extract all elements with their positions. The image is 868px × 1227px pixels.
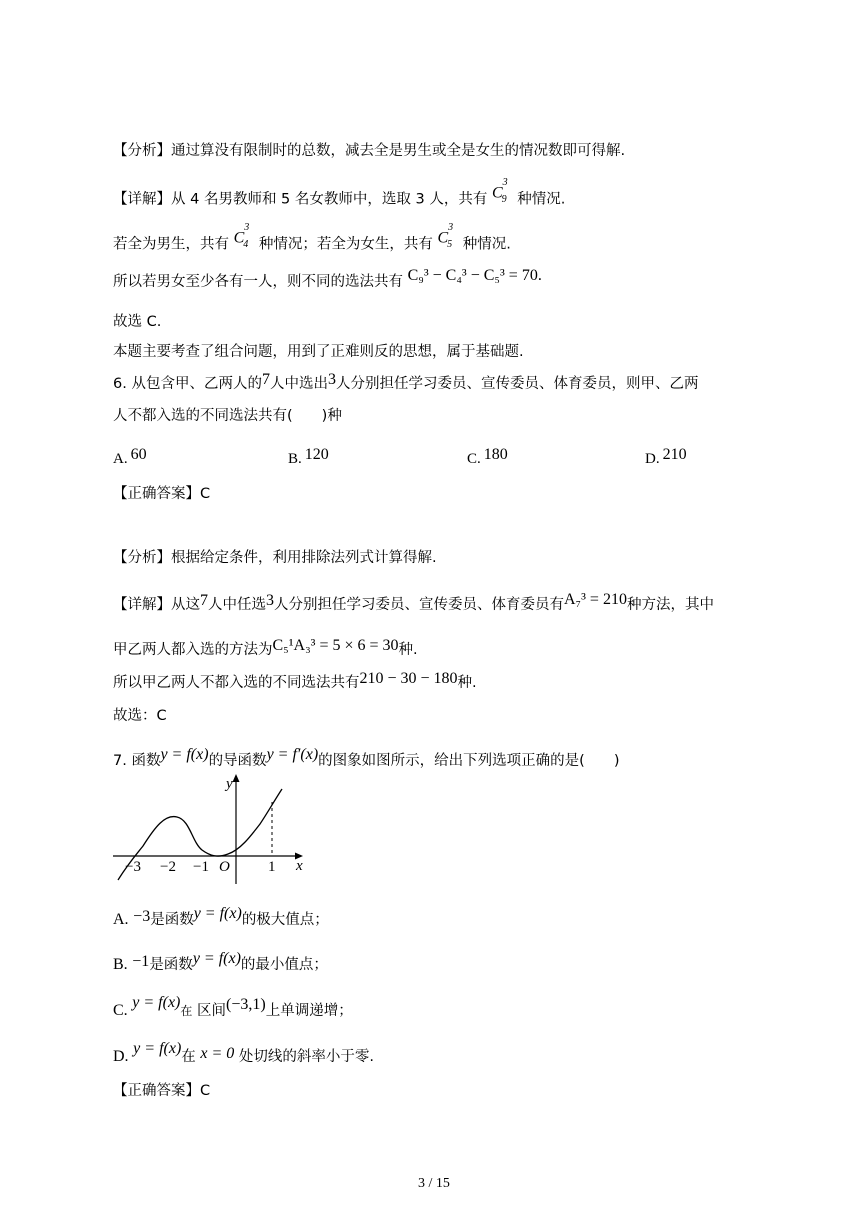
q7-option-d: D. y = f(x)在 x = 0 处切线的斜率小于零.: [113, 1040, 375, 1065]
q5-detail-text: 【详解】从 4 名男教师和 5 名女教师中，选取 3 人，共有: [113, 191, 488, 208]
q6-analysis: 【分析】根据给定条件，利用排除法列式计算得解.: [113, 550, 437, 566]
q5-c53: $C^3_5$: [437, 222, 454, 250]
page-number: 3 / 15: [418, 1176, 450, 1191]
q6-option-b: B. 120: [288, 446, 329, 467]
q5-c93: $C^3_9$: [491, 177, 508, 205]
q5-analysis: 【分析】通过算没有限制时的总数，减去全是男生或全是女生的情况数即可得解.: [113, 143, 626, 159]
derivative-graph: [110, 772, 315, 887]
q5-line2: 若全为男生，共有 $C^3_4$ 种情况；若全为女生，共有 $C^3_5$ 种情况.: [113, 230, 511, 261]
q5-summary: 本题主要考查了组合问题，用到了正难则反的思想，属于基础题.: [113, 344, 524, 360]
q5-formula: C₉³ − C₄³ − C₅³ = 70.: [407, 267, 542, 284]
q7-option-a: A. −3是函数y = f(x)的极大值点；: [113, 905, 329, 928]
origin-label: O: [219, 859, 230, 875]
q6-option-c: C. 180: [467, 446, 508, 467]
q6-formula1: A₇³ = 210: [564, 591, 627, 608]
tick-label: −2: [160, 859, 176, 875]
q6-stem-line2: 人不都入选的不同选法共有( )种: [113, 408, 342, 424]
q6-detail-line1: 【详解】从这7人中任选3人分别担任学习委员、宣传委员、体育委员有A₇³ = 210种方法，其中: [113, 591, 714, 613]
q6-detail-line3: 所以甲乙两人不都入选的不同选法共有210 − 30 − 180种.: [113, 670, 477, 691]
q6-option-a: A. 60: [113, 446, 147, 467]
q6-answer: 【正确答案】C: [113, 486, 211, 502]
q6-formula2: C₅¹A₃³ = 5 × 6 = 30: [272, 637, 399, 654]
q7-option-c: C. y = f(x)在 区间(−3,1)上单调递增；: [113, 994, 353, 1019]
q5-detail: [113, 177, 566, 216]
q6-choice: 故选：C: [113, 708, 167, 724]
q6-stem-line1: 6. 从包含甲、乙两人的7人中选出3人分别担任学习委员、宣传委员、体育委员，则甲、乙两: [113, 371, 699, 392]
tick-label: −1: [193, 859, 209, 875]
y-axis-arrow: [233, 774, 240, 782]
q7-option-b: B. −1是函数y = f(x)的最小值点；: [113, 950, 328, 973]
tick-label: 1: [268, 859, 276, 875]
q5-choice: 故选 C.: [113, 314, 162, 330]
x-axis-label: x: [296, 858, 303, 874]
q6-option-d: D. 210: [645, 446, 687, 467]
q5-line3: 所以若男女至少各有一人，则不同的选法共有 C₉³ − C₄³ − C₅³ = 70.: [113, 267, 542, 290]
y-axis-label: y: [226, 776, 233, 792]
q7-answer: 【正确答案】C: [113, 1083, 211, 1099]
q5-detail-suffix: 种情况.: [517, 191, 566, 208]
q6-formula3: 210 − 30 − 180: [359, 670, 458, 687]
tick-label: −3: [125, 859, 141, 875]
q6-detail-line2: 甲乙两人都入选的方法为C₅¹A₃³ = 5 × 6 = 30种.: [113, 637, 418, 658]
q5-c43: $C^3_4$: [233, 222, 250, 250]
q7-stem: 7. 函数y = f(x)的导函数y = f′(x)的图象如图所示，给出下列选项正确的是( ): [113, 746, 620, 769]
